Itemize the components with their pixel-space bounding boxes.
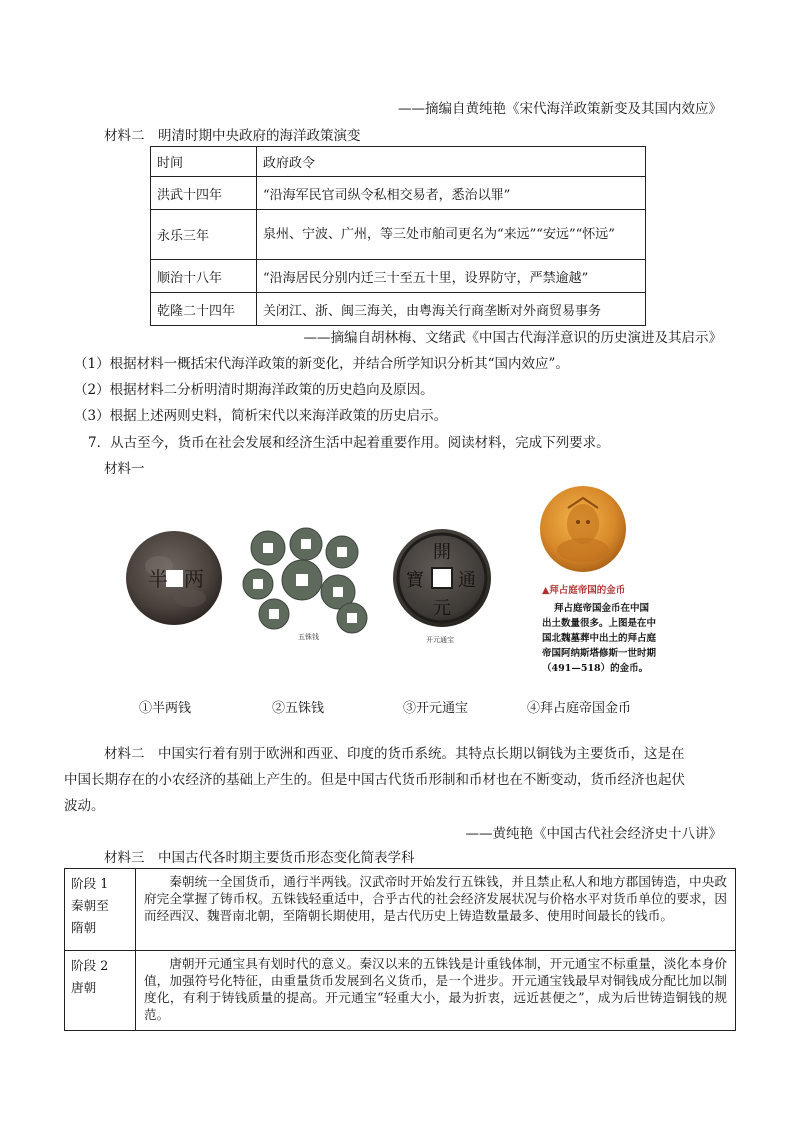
- byzantine-caption-text-4: 帝国阿纳斯塔修斯一世时期: [542, 648, 657, 659]
- stage-description: 唐朝开元通宝具有划时代的意义。秦汉以来的五铢钱是计重钱体制，开元通宝不标重量，淡化本身价值，加强符号化特征，由重量货币发展到名义货币，是一个进步。开元通宝钱最早对铜钱成分配比加以制度化，有利于铸钱质量的提高。开元通宝“轻重大小，最为折衷，远近甚便之”，成为后世铸造铜钱的规范。: [136, 951, 736, 1031]
- table-row: [151, 210, 646, 260]
- stage-cell: [65, 951, 136, 1031]
- header-order: 政府政令: [257, 147, 646, 177]
- material2-text-line2: 中国长期存在的小农经济的基础上产生的。但是中国古代货币形制和币材也在不断变动，货币经济也起伏: [64, 772, 685, 788]
- row-time: 乾隆二十四年: [151, 293, 257, 326]
- stage-description: 秦朝统一全国货币，通行半两钱。汉武帝时开始发行五铢钱，并且禁止私人和地方郡国铸造，中央政府完全掌握了铸币权。五铢钱轻重适中，合乎古代的社会经济发展状况与价格水平对货币单位的要求，因而经西汉、魏晋南北朝，至隋朝长期使用，是古代历史上铸造数量最多、使用时间最长的钱币。: [136, 869, 736, 951]
- byzantine-caption-text-2: 出土数量很多。上图是在中: [542, 618, 657, 629]
- banliang-char-liang: 两: [184, 567, 204, 591]
- source-citation-song: ——摘编自黄纯艳《宋代海洋政策新变及其国内效应》: [398, 101, 722, 117]
- source-citation-ming-qing: ——摘编自胡林梅、文绪武《中国古代海洋意识的历史演进及其启示》: [303, 330, 722, 346]
- material3-heading: 材料三 中国古代各时期主要货币形态变化简表学科: [104, 850, 415, 866]
- coin-caption-banliang: ①半两钱: [139, 701, 192, 716]
- table-row: [151, 260, 646, 293]
- table-row: [65, 869, 736, 951]
- stage-label-line: 秦朝至: [71, 898, 109, 913]
- wuzhu-coins-image: [238, 526, 374, 644]
- stage-label-line: 阶段 1: [71, 876, 109, 891]
- material2-text-line1: 材料二 中国实行着有别于欧洲和西亚、印度的货币系统。其特点长期以铜钱为主要货币，这是在: [104, 746, 685, 762]
- byzantine-gold-coin-image: [538, 484, 628, 574]
- kaiyuan-coin-image: [390, 526, 494, 648]
- stage-label-line: 阶段 2: [71, 958, 109, 973]
- stage-label-line: 隋朝: [71, 920, 97, 935]
- wuzhu-small-label: 五铢钱: [298, 633, 319, 641]
- byzantine-caption-text-3: 国北魏墓葬中出土的拜占庭: [542, 633, 657, 644]
- material1-label: 材料一: [104, 461, 145, 477]
- coin-caption-byzantine: ④拜占庭帝国金币: [527, 701, 632, 716]
- row-time: 洪武十四年: [151, 177, 257, 210]
- table-header-row: [151, 147, 646, 177]
- row-order: 关闭江、浙、闽三海关，由粤海关行商垄断对外商贸易事务: [257, 293, 646, 326]
- table-row: [151, 177, 646, 210]
- policy-table: [150, 146, 646, 326]
- banliang-coin-image: [124, 528, 224, 628]
- question-2: （2）根据材料二分析明清时期海洋政策的历史趋向及原因。: [74, 382, 434, 398]
- row-order: 泉州、宁波、广州，等三处市舶司更名为“来远”“安远”“怀远”: [257, 210, 646, 260]
- row-time: 永乐三年: [151, 210, 257, 260]
- material2-heading: 材料二 明清时期中央政府的海洋政策演变: [104, 128, 361, 144]
- question-7-intro: 7．从古至今，货币在社会发展和经济生活中起着重要作用。阅读材料，完成下列要求。: [88, 435, 610, 451]
- header-time: 时间: [151, 147, 257, 177]
- material2-text-line3: 波动。: [64, 798, 105, 814]
- row-order: “沿海居民分别内迁三十至五十里，设界防守，严禁逾越”: [257, 260, 646, 293]
- kaiyuan-char-top: 開: [433, 542, 451, 563]
- coin-caption-kaiyuan: ③开元通宝: [403, 701, 469, 716]
- coin-caption-wuzhu: ②五铢钱: [272, 701, 325, 716]
- banliang-char-ban: 半: [148, 567, 168, 591]
- byzantine-caption-box: [542, 582, 662, 676]
- table-row: [151, 293, 646, 326]
- byzantine-caption-title: ▲拜占庭帝国的金币: [542, 585, 626, 596]
- currency-stage-table: [64, 868, 736, 1031]
- row-time: 顺治十八年: [151, 260, 257, 293]
- kaiyuan-char-right: 通: [458, 570, 476, 591]
- table-row: [65, 951, 736, 1031]
- kaiyuan-char-left: 寶: [406, 570, 424, 591]
- question-3: （3）根据上述两则史料，简析宋代以来海洋政策的历史启示。: [74, 408, 448, 424]
- stage-cell: [65, 869, 136, 951]
- byzantine-caption-text-5: （491—518）的金币。: [542, 663, 649, 674]
- kaiyuan-char-bottom: 元: [433, 598, 451, 619]
- question-1: （1）根据材料一概括宋代海洋政策的新变化，并结合所学知识分析其“国内效应”。: [74, 356, 569, 372]
- row-order: “沿海军民官司纵令私相交易者，悉治以罪”: [257, 177, 646, 210]
- kaiyuan-small-label: 开元通宝: [426, 636, 454, 644]
- byzantine-caption-text-1: 拜占庭帝国金币在中国: [554, 603, 650, 614]
- stage-label-line: 唐朝: [71, 980, 97, 995]
- source-citation-huang: ——黄纯艳《中国古代社会经济史十八讲》: [465, 826, 722, 842]
